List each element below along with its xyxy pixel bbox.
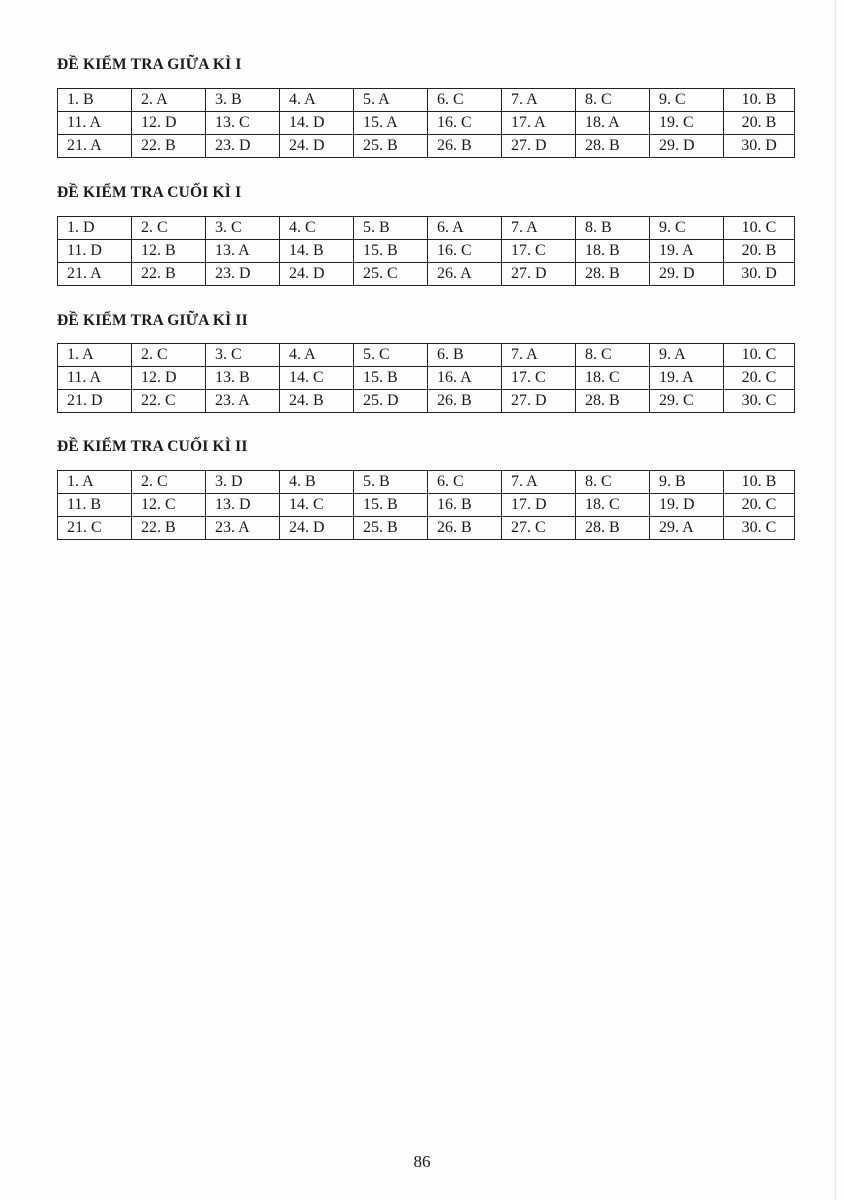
answer-cell: 26. B xyxy=(428,135,502,158)
answer-cell: 15. B xyxy=(354,494,428,517)
answer-cell: 28. B xyxy=(576,135,650,158)
answer-cell: 13. B xyxy=(206,367,280,390)
answer-cell: 2. C xyxy=(132,344,206,367)
answer-cell: 5. B xyxy=(354,471,428,494)
answer-cell: 2. C xyxy=(132,217,206,240)
answer-table xyxy=(57,343,795,413)
answer-cell: 3. D xyxy=(206,471,280,494)
answer-cell: 26. B xyxy=(428,517,502,540)
answer-cell: 4. A xyxy=(280,344,354,367)
table-row xyxy=(58,367,795,390)
answer-cell: 14. D xyxy=(280,112,354,135)
answer-cell: 16. C xyxy=(428,112,502,135)
section-title: ĐỀ KIỂM TRA CUỐI KÌ I xyxy=(57,184,242,201)
answer-cell: 13. A xyxy=(206,240,280,263)
answer-cell: 23. A xyxy=(206,517,280,540)
answer-cell: 15. A xyxy=(354,112,428,135)
answer-cell: 12. C xyxy=(132,494,206,517)
answer-cell: 27. D xyxy=(502,135,576,158)
table-row xyxy=(58,517,795,540)
answer-cell: 9. A xyxy=(650,344,724,367)
answer-cell: 6. C xyxy=(428,471,502,494)
answer-cell: 24. D xyxy=(280,517,354,540)
answer-cell: 25. B xyxy=(354,135,428,158)
answer-cell: 16. B xyxy=(428,494,502,517)
answer-cell: 1. B xyxy=(58,89,132,112)
answer-cell: 28. B xyxy=(576,517,650,540)
answer-cell: 30. D xyxy=(724,135,795,158)
answer-cell: 1. D xyxy=(58,217,132,240)
answer-cell: 3. C xyxy=(206,344,280,367)
answer-cell: 15. B xyxy=(354,367,428,390)
answer-cell: 25. D xyxy=(354,390,428,413)
table-row xyxy=(58,344,795,367)
answer-cell: 2. C xyxy=(132,471,206,494)
answer-cell: 29. D xyxy=(650,135,724,158)
table-row xyxy=(58,89,795,112)
answer-cell: 11. A xyxy=(58,112,132,135)
answer-cell: 19. D xyxy=(650,494,724,517)
answer-cell: 9. C xyxy=(650,89,724,112)
answer-cell: 16. A xyxy=(428,367,502,390)
answer-cell: 13. C xyxy=(206,112,280,135)
answer-cell: 23. A xyxy=(206,390,280,413)
answer-cell: 7. A xyxy=(502,344,576,367)
answer-cell: 7. A xyxy=(502,471,576,494)
answer-cell: 8. B xyxy=(576,217,650,240)
answer-cell: 10. B xyxy=(724,471,795,494)
answer-cell: 20. B xyxy=(724,240,795,263)
answer-cell: 17. C xyxy=(502,367,576,390)
answer-cell: 11. A xyxy=(58,367,132,390)
answer-cell: 4. A xyxy=(280,89,354,112)
page-number: 86 xyxy=(413,1152,431,1171)
answer-cell: 10. C xyxy=(724,217,795,240)
answer-cell: 15. B xyxy=(354,240,428,263)
answer-cell: 3. C xyxy=(206,217,280,240)
answer-cell: 2. A xyxy=(132,89,206,112)
answer-cell: 11. B xyxy=(58,494,132,517)
section-title: ĐỀ KIỂM TRA CUỐI KÌ II xyxy=(57,438,248,455)
table-row xyxy=(58,240,795,263)
answer-cell: 9. B xyxy=(650,471,724,494)
table-row xyxy=(58,263,795,286)
answer-cell: 1. A xyxy=(58,471,132,494)
answer-table xyxy=(57,88,795,158)
answer-cell: 12. D xyxy=(132,112,206,135)
section-title: ĐỀ KIỂM TRA GIỮA KÌ I xyxy=(57,56,242,73)
answer-cell: 22. C xyxy=(132,390,206,413)
answer-cell: 14. C xyxy=(280,494,354,517)
answer-cell: 29. A xyxy=(650,517,724,540)
answer-cell: 23. D xyxy=(206,263,280,286)
answer-cell: 29. D xyxy=(650,263,724,286)
answer-table xyxy=(57,216,795,286)
answer-cell: 29. C xyxy=(650,390,724,413)
answer-cell: 17. C xyxy=(502,240,576,263)
answer-cell: 24. D xyxy=(280,135,354,158)
page-edge xyxy=(835,0,836,1200)
answer-cell: 4. C xyxy=(280,217,354,240)
answer-cell: 6. B xyxy=(428,344,502,367)
answer-cell: 10. B xyxy=(724,89,795,112)
answer-cell: 17. A xyxy=(502,112,576,135)
answer-cell: 7. A xyxy=(502,89,576,112)
answer-cell: 13. D xyxy=(206,494,280,517)
table-row xyxy=(58,494,795,517)
table-row xyxy=(58,471,795,494)
answer-cell: 18. C xyxy=(576,494,650,517)
answer-cell: 22. B xyxy=(132,135,206,158)
answer-cell: 25. C xyxy=(354,263,428,286)
answer-cell: 16. C xyxy=(428,240,502,263)
answer-cell: 14. B xyxy=(280,240,354,263)
answer-cell: 21. C xyxy=(58,517,132,540)
answer-cell: 20. C xyxy=(724,367,795,390)
answer-cell: 8. C xyxy=(576,89,650,112)
answer-cell: 5. A xyxy=(354,89,428,112)
answer-cell: 3. B xyxy=(206,89,280,112)
answer-cell: 22. B xyxy=(132,263,206,286)
answer-cell: 28. B xyxy=(576,263,650,286)
section-title: ĐỀ KIỂM TRA GIỮA KÌ II xyxy=(57,312,248,329)
answer-cell: 27. D xyxy=(502,390,576,413)
answer-cell: 28. B xyxy=(576,390,650,413)
answer-cell: 6. A xyxy=(428,217,502,240)
answer-cell: 21. D xyxy=(58,390,132,413)
answer-cell: 5. B xyxy=(354,217,428,240)
answer-cell: 27. D xyxy=(502,263,576,286)
answer-cell: 26. A xyxy=(428,263,502,286)
answer-cell: 23. D xyxy=(206,135,280,158)
answer-cell: 9. C xyxy=(650,217,724,240)
answer-cell: 12. D xyxy=(132,367,206,390)
answer-table xyxy=(57,470,795,540)
answer-cell: 21. A xyxy=(58,135,132,158)
answer-cell: 20. C xyxy=(724,494,795,517)
answer-cell: 26. B xyxy=(428,390,502,413)
answer-cell: 8. C xyxy=(576,471,650,494)
answer-cell: 18. C xyxy=(576,367,650,390)
answer-cell: 19. A xyxy=(650,367,724,390)
answer-cell: 19. C xyxy=(650,112,724,135)
answer-cell: 21. A xyxy=(58,263,132,286)
answer-cell: 25. B xyxy=(354,517,428,540)
table-row xyxy=(58,390,795,413)
answer-cell: 8. C xyxy=(576,344,650,367)
answer-cell: 24. D xyxy=(280,263,354,286)
table-row xyxy=(58,135,795,158)
answer-cell: 18. A xyxy=(576,112,650,135)
answer-cell: 30. D xyxy=(724,263,795,286)
answer-cell: 6. C xyxy=(428,89,502,112)
answer-cell: 30. C xyxy=(724,517,795,540)
answer-cell: 24. B xyxy=(280,390,354,413)
answer-cell: 22. B xyxy=(132,517,206,540)
answer-cell: 4. B xyxy=(280,471,354,494)
answer-cell: 7. A xyxy=(502,217,576,240)
answer-cell: 18. B xyxy=(576,240,650,263)
answer-cell: 14. C xyxy=(280,367,354,390)
table-row xyxy=(58,112,795,135)
answer-cell: 30. C xyxy=(724,390,795,413)
answer-cell: 5. C xyxy=(354,344,428,367)
answer-cell: 19. A xyxy=(650,240,724,263)
answer-cell: 10. C xyxy=(724,344,795,367)
answer-cell: 20. B xyxy=(724,112,795,135)
answer-cell: 17. D xyxy=(502,494,576,517)
answer-cell: 1. A xyxy=(58,344,132,367)
answer-cell: 12. B xyxy=(132,240,206,263)
answer-cell: 27. C xyxy=(502,517,576,540)
table-row xyxy=(58,217,795,240)
answer-cell: 11. D xyxy=(58,240,132,263)
